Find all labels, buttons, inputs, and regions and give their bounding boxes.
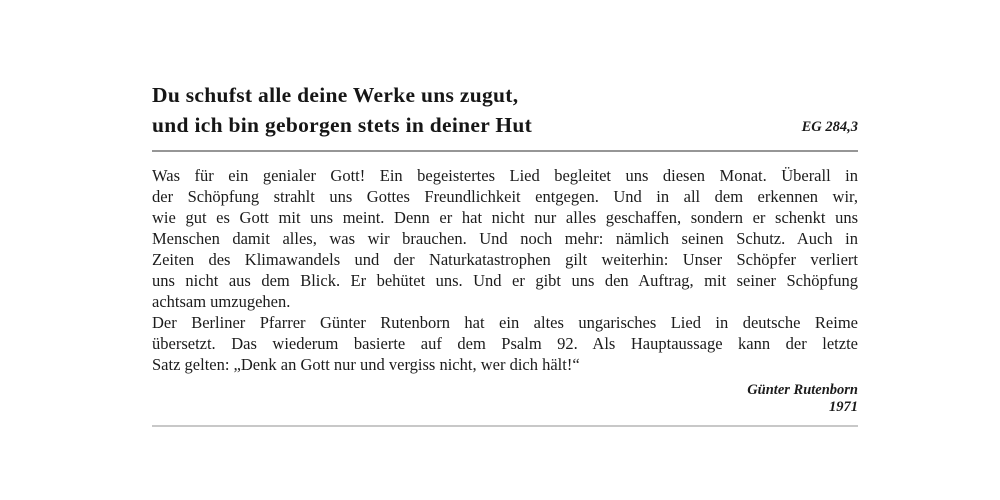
title-line-2: und ich bin geborgen stets in deiner Hut: [152, 113, 533, 137]
body-text: [152, 165, 858, 375]
page-header: [152, 80, 858, 140]
body-line: Zeiten des Klimawandels und der Naturkatastrophen gilt weiterhin: Unser Schöpfer verliert: [152, 250, 858, 269]
body-line: wie gut es Gott mit uns meint. Denn er hat nicht nur alles geschaffen, sondern er schenkt uns: [152, 208, 858, 227]
title-line-1: Du schufst alle deine Werke uns zugut,: [152, 83, 519, 107]
top-divider: [152, 150, 858, 152]
body-line: übersetzt. Das wiederum basierte auf dem Psalm 92. Als Hauptaussage kann der letzte: [152, 334, 858, 353]
body-line: uns nicht aus dem Blick. Er behütet uns. Und er gibt uns den Auftrag, mit seiner Schöpfung: [152, 271, 858, 290]
body-line: Menschen damit alles, was wir brauchen. Und noch mehr: nämlich seinen Schutz. Auch in: [152, 229, 858, 248]
document-page: [152, 0, 858, 427]
hymn-reference: EG 284,3: [801, 119, 858, 135]
attribution-year: 1971: [829, 399, 858, 415]
body-line: der Schöpfung strahlt uns Gottes Freundlichkeit entgegen. Und in all dem erkennen wir,: [152, 187, 858, 206]
page-title: [152, 80, 532, 140]
body-line: Was für ein genialer Gott! Ein begeistertes Lied begleitet uns diesen Monat. Überall in: [152, 166, 858, 185]
body-line: Satz gelten: „Denk an Gott nur und vergiss nicht, wer dich hält!“: [152, 355, 580, 374]
body-line: Der Berliner Pfarrer Günter Rutenborn hat ein altes ungarisches Lied in deutsche Reime: [152, 313, 858, 332]
bottom-divider: [152, 425, 858, 427]
body-line: achtsam umzugehen.: [152, 292, 291, 311]
attribution: [152, 382, 858, 416]
attribution-author: Günter Rutenborn: [747, 382, 858, 398]
